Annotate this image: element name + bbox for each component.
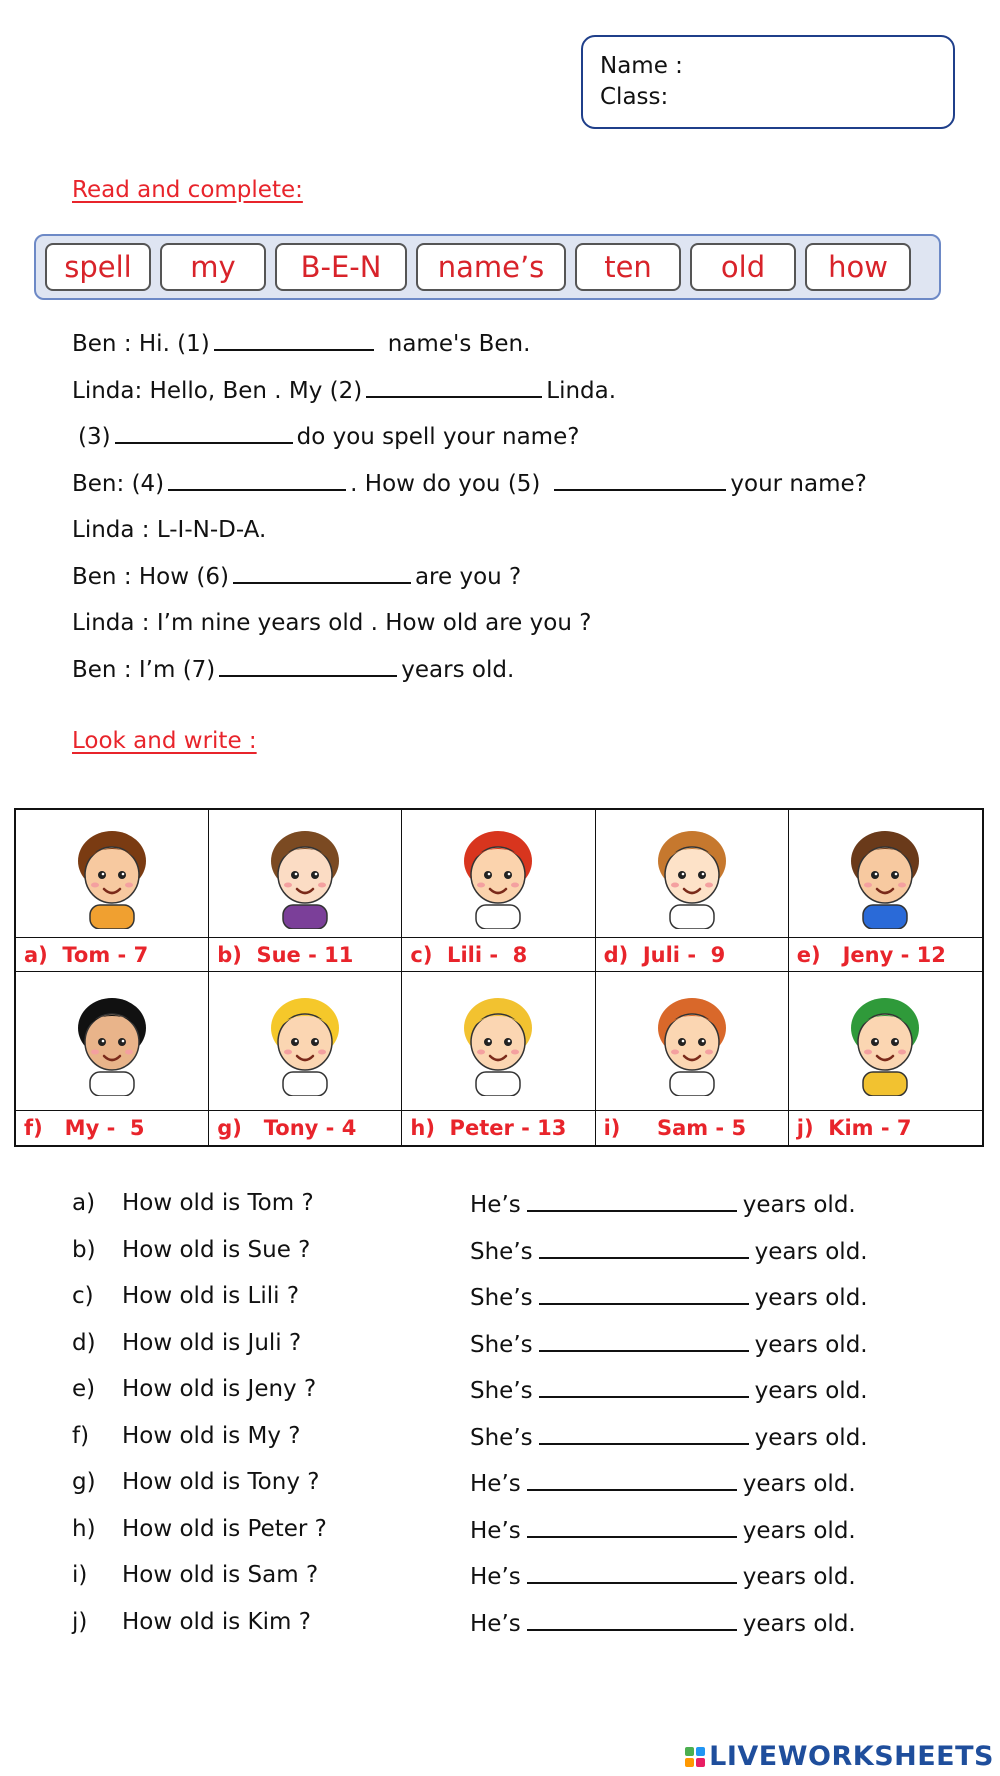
question-letter: a)	[72, 1190, 96, 1216]
child-face-icon	[62, 986, 162, 1096]
picture-cell	[209, 972, 402, 1111]
word-bank	[34, 234, 941, 300]
child-label: g) Tony - 4	[209, 1111, 402, 1145]
age-answer-blank[interactable]	[527, 1560, 737, 1584]
child-label: d) Juli - 9	[596, 938, 789, 972]
child-face-icon	[255, 986, 355, 1096]
answer-suffix: years old.	[754, 1285, 868, 1311]
dialog-text: Ben : How (6)	[72, 563, 229, 590]
logo-square	[685, 1758, 694, 1767]
child-face-icon	[835, 819, 935, 929]
question-text: How old is Juli ?	[122, 1329, 302, 1356]
answer-suffix: years old.	[742, 1564, 856, 1590]
child-face-icon	[448, 986, 548, 1096]
dialog-line	[72, 650, 867, 697]
dialog-text: are you ?	[414, 563, 522, 590]
question-text: How old is Sue ?	[122, 1236, 311, 1263]
question-text: How old is Kim ?	[122, 1608, 311, 1635]
answer-suffix: years old.	[754, 1331, 868, 1358]
answer-suffix: years old.	[754, 1238, 868, 1265]
dialog-text: Linda.	[546, 377, 617, 404]
answer-suffix: years old.	[742, 1610, 856, 1637]
answer-phrase	[470, 1607, 856, 1639]
dialog-line: Linda : I’m nine years old . How old are you ?	[72, 610, 592, 636]
child-label: a) Tom - 7	[16, 938, 209, 972]
dialog-text: . How do you (5)	[350, 470, 541, 497]
question-text: How old is Lili ?	[122, 1283, 300, 1309]
question-letter: j)	[72, 1608, 88, 1635]
word-chip[interactable]: B-E-N	[275, 243, 407, 291]
child-label: c) Lili - 8	[402, 938, 595, 972]
answer-pronoun: She’s	[470, 1331, 533, 1358]
answer-pronoun: He’s	[470, 1610, 521, 1637]
answer-phrase	[470, 1188, 856, 1220]
answer-phrase	[470, 1374, 868, 1406]
word-chip[interactable]: how	[805, 243, 911, 291]
answer-pronoun: He’s	[470, 1192, 521, 1218]
question-letter: h)	[72, 1515, 96, 1542]
dialog-line: Linda : L-I-N-D-A.	[72, 517, 267, 543]
answer-pronoun: He’s	[470, 1564, 521, 1590]
answer-phrase	[470, 1328, 868, 1360]
answer-phrase	[470, 1560, 856, 1592]
answer-blank-1[interactable]	[214, 325, 374, 351]
word-chip[interactable]: name’s	[416, 243, 566, 291]
answer-suffix: years old.	[754, 1378, 868, 1404]
child-label: e) Jeny - 12	[789, 938, 982, 972]
word-chip[interactable]: ten	[575, 243, 681, 291]
question-letter: g)	[72, 1469, 96, 1495]
dialog-text: Ben: (4)	[72, 470, 165, 497]
word-chip[interactable]: my	[160, 243, 266, 291]
question-letter: b)	[72, 1236, 96, 1263]
answer-blank-7[interactable]	[219, 651, 397, 677]
dialog-text: your name?	[730, 470, 867, 497]
dialog-text: Linda: Hello, Ben . My (2)	[72, 377, 363, 404]
answer-suffix: years old.	[742, 1192, 856, 1218]
class-label: Class:	[600, 84, 669, 110]
dialog-text: (3)	[78, 424, 111, 450]
logo-square	[685, 1747, 694, 1756]
age-answer-blank[interactable]	[539, 1374, 749, 1398]
child-label: b) Sue - 11	[209, 938, 402, 972]
picture-cell	[16, 972, 209, 1111]
child-label: i) Sam - 5	[596, 1111, 789, 1145]
kids-table	[14, 808, 984, 1147]
question-text: How old is Tom ?	[122, 1190, 314, 1216]
picture-cell	[596, 972, 789, 1111]
question-text: How old is Tony ?	[122, 1469, 320, 1495]
answer-pronoun: She’s	[470, 1378, 533, 1404]
age-answer-blank[interactable]	[539, 1328, 749, 1352]
answer-pronoun: She’s	[470, 1285, 533, 1311]
age-answer-blank[interactable]	[539, 1281, 749, 1305]
dialog-text: Ben : I’m (7)	[72, 656, 216, 683]
answer-suffix: years old.	[742, 1471, 856, 1497]
dialog-text: Ben : Hi. (1)	[72, 331, 210, 357]
child-label: h) Peter - 13	[402, 1111, 595, 1145]
answer-phrase	[470, 1467, 856, 1499]
dialog-text: years old.	[401, 656, 515, 683]
answer-phrase	[470, 1235, 868, 1267]
age-answer-blank[interactable]	[527, 1188, 737, 1212]
answer-phrase	[470, 1514, 856, 1546]
question-letter: e)	[72, 1376, 96, 1402]
child-label: f) My - 5	[16, 1111, 209, 1145]
question-letter: i)	[72, 1562, 88, 1588]
dialog-line	[72, 417, 867, 464]
age-answer-blank[interactable]	[527, 1514, 737, 1538]
picture-cell	[16, 810, 209, 938]
answer-blank-5[interactable]	[554, 465, 726, 491]
logo-square	[696, 1747, 705, 1756]
brand-text: LIVEWORKSHEETS	[709, 1741, 994, 1772]
answer-suffix: years old.	[754, 1424, 868, 1451]
child-face-icon	[642, 986, 742, 1096]
child-face-icon	[642, 819, 742, 929]
answer-pronoun: He’s	[470, 1471, 521, 1497]
name-class-box	[581, 35, 955, 129]
dialog-line	[72, 371, 867, 418]
answer-blank-2[interactable]	[366, 372, 542, 398]
answer-phrase	[470, 1421, 868, 1453]
answer-blank-4[interactable]	[168, 465, 346, 491]
logo-square	[696, 1758, 705, 1767]
child-face-icon	[255, 819, 355, 929]
question-text: How old is Peter ?	[122, 1515, 327, 1542]
age-answer-blank[interactable]	[527, 1607, 737, 1631]
picture-cell	[209, 810, 402, 938]
picture-cell	[789, 972, 982, 1111]
child-face-icon	[448, 819, 548, 929]
age-answer-blank[interactable]	[539, 1421, 749, 1445]
question-letter: d)	[72, 1329, 96, 1356]
question-letter: f)	[72, 1422, 90, 1449]
answer-phrase	[470, 1281, 868, 1313]
question-letter: c)	[72, 1283, 94, 1309]
question-text: How old is Sam ?	[122, 1562, 319, 1588]
answer-pronoun: He’s	[470, 1517, 521, 1544]
section-title-read-complete: Read and complete:	[72, 177, 303, 203]
brand-watermark	[685, 1741, 994, 1772]
dialog	[72, 324, 867, 696]
answer-suffix: years old.	[742, 1517, 856, 1544]
picture-cell	[596, 810, 789, 938]
dialog-line	[72, 464, 867, 511]
answer-pronoun: She’s	[470, 1238, 533, 1265]
brand-logo-icon	[685, 1747, 705, 1767]
section-title-look-write: Look and write :	[72, 728, 257, 754]
age-answer-blank[interactable]	[539, 1235, 749, 1259]
answer-pronoun: She’s	[470, 1424, 533, 1451]
age-answer-blank[interactable]	[527, 1467, 737, 1491]
child-face-icon	[62, 819, 162, 929]
answer-blank-6[interactable]	[233, 558, 411, 584]
picture-cell	[402, 810, 595, 938]
child-label: j) Kim - 7	[796, 1116, 912, 1140]
name-label: Name :	[600, 53, 683, 79]
question-text: How old is Jeny ?	[122, 1376, 317, 1402]
dialog-text: do you spell your name?	[296, 424, 580, 450]
dialog-text: name's Ben.	[387, 331, 531, 357]
picture-cell	[402, 972, 595, 1111]
child-face-icon	[835, 986, 935, 1096]
dialog-line	[72, 324, 867, 371]
dialog-line	[72, 557, 867, 604]
question-text: How old is My ?	[122, 1422, 301, 1449]
answer-blank-3[interactable]	[115, 418, 293, 444]
word-chip[interactable]: spell	[45, 243, 151, 291]
picture-cell	[789, 810, 982, 938]
word-chip[interactable]: old	[690, 243, 796, 291]
